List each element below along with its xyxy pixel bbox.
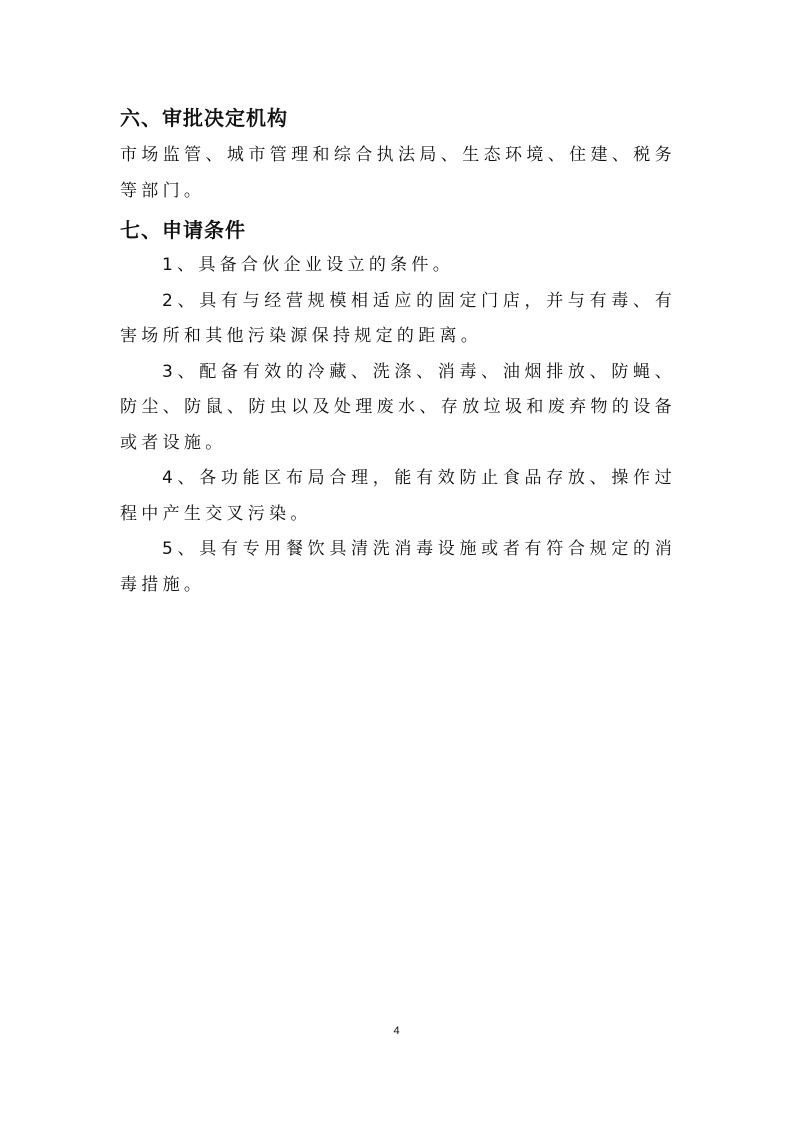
section-heading-application-conditions: 七、申请条件 [120, 218, 246, 242]
page-number: 4 [393, 1025, 400, 1037]
condition-item: 3、配备有效的冷藏、洗涤、消毒、油烟排放、防蝇、防尘、防鼠、防虫以及处理废水、存放垃圾和废弃物的设备或者设施。 [120, 361, 676, 453]
condition-item: 1、具备合伙企业设立的条件。 [162, 255, 455, 275]
page-content [120, 101, 676, 603]
condition-item: 2、具有与经营规模相适应的固定门店，并与有毒、有害场所和其他污染源保持规定的距离。 [120, 290, 676, 346]
approval-authority-text: 市场监管、城市管理和综合执法局、生态环境、住建、税务等部门。 [120, 145, 676, 201]
condition-item: 4、各功能区布局合理，能有效防止食品存放、操作过程中产生交叉污染。 [120, 468, 676, 524]
section-heading-approval-authority: 六、审批决定机构 [120, 106, 288, 130]
condition-item: 5、具有专用餐饮具清洗消毒设施或者有符合规定的消毒措施。 [120, 539, 676, 595]
